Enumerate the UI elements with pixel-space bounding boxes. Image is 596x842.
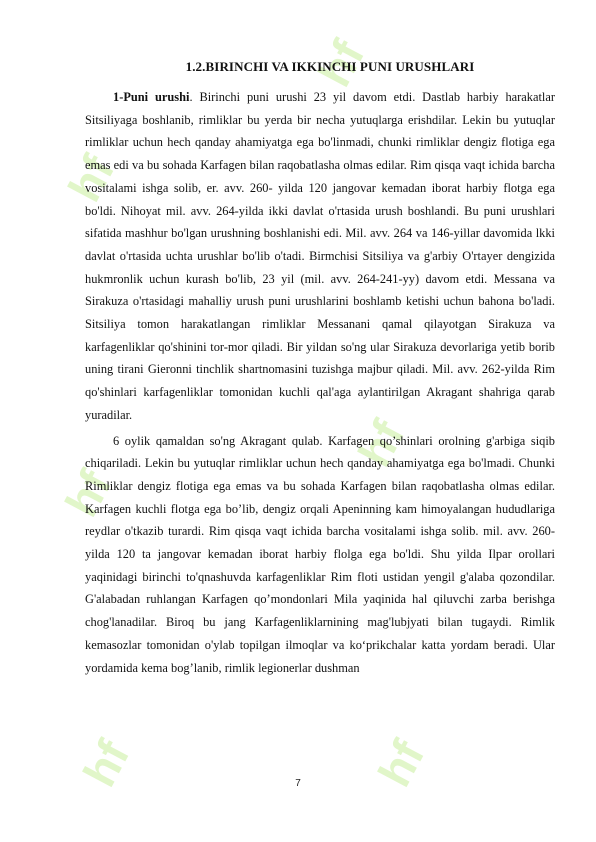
- svg-text:hf: hf: [347, 411, 415, 475]
- paragraph-1: [85, 86, 555, 427]
- svg-text:hf: hf: [307, 31, 375, 95]
- paragraph-1-text: . Birinchi puni urushi 23 yil davom etdi. Dastlab harbiy harakatlar Sitsiliyaga boshlanib, rimliklar bu yerda bir necha yutuqlarga erishdilar. Lekin bu yutuqlar rimliklar uchun hech qanday ahamiyatga ega bo'linmadi, chunki rimliklar dengiz flotiga ega emas edi va bu sohada Karfagen bilan raqobatlasha olmas edilar. Rim qisqa vaqt ichida barcha vositalami ishga solib, er. avv. 260- yilda 120 jangovar kemadan iborat harbiy flotga ega bo'ldi. Nihoyat mil. avv. 264-yilda ikki davlat o'rtasida urush boshlandi. Bu puni urushlari sifatida mashhur bo'lgan urushning boshlanishi edi. Mil. avv. 264 va 146-yillar davomida lkki davlat o'rtasida uchta urushlar bo'lib o'tadi. Birmchisi Sitsiliya va g'arbiy O'rtayer dengizida hukmronlik uchun kurash bo'lib, 23 yil (mil. avv. 264-241-yy) davom etdi. Messana va Sirakuza o'rtasidagi mahalliy urush puni urushlarini boshlamb ketishi uchun bahona bo'ladi. Sitsiliya tomon harakatlangan rimliklar Messanani qamal qilayotgan Sirakuza va karfagenliklar qo'shinini tor-mor qiladi. Bir yildan so'ng ular Sirakuza devorlariga yetib borib uning tirani Gieronni tinchlik shartnomasini tuzishga majbur qiladi. Mil. avv. 262-yilda Rim qo'shinlari karfagenliklar tomonidan kuchli qal'aga aylantirilgan Akragant shahriga qarab yuradilar.: [85, 90, 555, 422]
- page-number: 7: [295, 778, 301, 789]
- paragraph-1-lead: 1-Puni urushi: [113, 90, 190, 104]
- document-body: [85, 58, 555, 679]
- section-title: 1.2.BIRINCHI VA IKKINCHI PUNI URUSHLARI: [185, 59, 475, 74]
- paragraph-2: 6 oylik qamaldan so'ng Akragant qulab. Karfagen qo’shinlari orolning g'arbiga siqib chiqariladi. Lekin bu yutuqlar rimliklar uchun hech qanday ahamiyatga ega bo'lmadi. Chunki Rimliklar dengiz flotiga ega emas va bu sohada Karfagen bilan raqobatlasha olmas edilar. Karfagen kuchli flotga ega bo’lib, dengiz orqali Apeninning kam himoyalangan hududlariga reydlar o'tkazib turardi. Rim qisqa vaqt ichida barcha vositalami ishga solib. mil. avv. 260-yilda 120 ta jangovar kemadan iborat harbiy flolga ega bo'ldi. Shu yilda Ilpar orollari yaqinidagi birinchi to'qnashuvda karfagenliklar Rim floti ustidan yengil g'alaba qozondilar. G'alabadan ruhlangan Karfagen qo’mondonlari Mila yaqinida hal qiluvchi zarba berishga chog'lanadilar. Biroq bu jang Karfagenliklarnining mag'lubjyati bilan tugaydi. Rimlik kemasozlar tomonidan o'ylab topilgan ilmoqlar va ko‘prikchalar katta yordam beradi. Ular yordamida kema bog’lanib, rimlik legionerlar dushman: [85, 433, 555, 675]
- svg-text:hf: hf: [72, 731, 140, 795]
- svg-text:hf: hf: [54, 461, 122, 525]
- svg-text:hf: hf: [57, 146, 125, 210]
- svg-text:hf: hf: [367, 731, 435, 795]
